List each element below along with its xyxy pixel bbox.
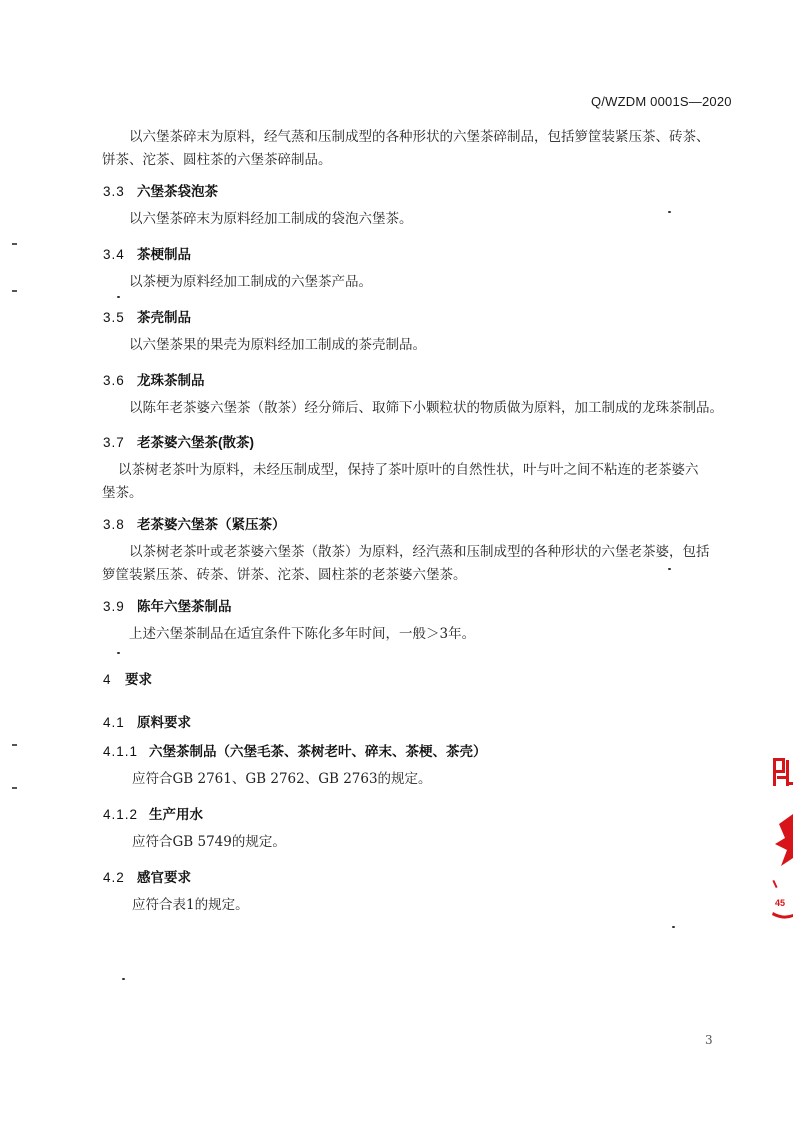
section-number: 4.2 — [103, 870, 125, 885]
section-number: 3.7 — [103, 435, 125, 450]
section-heading-3-6 — [103, 369, 730, 389]
section-heading-4-2 — [103, 866, 730, 886]
section-title: 六堡茶袋泡茶 — [137, 184, 218, 199]
section-heading-3-5 — [103, 306, 730, 326]
paragraph — [102, 126, 730, 172]
paragraph-line: 以茶树老茶叶为原料，未经压制成型，保持了茶叶原叶的自然性状，叶与叶之间不粘连的老茶婆六 — [118, 462, 699, 478]
section-heading-4-1-2 — [103, 803, 730, 823]
paragraph-line: 应符合表1的规定。 — [132, 897, 249, 913]
section-title: 感官要求 — [137, 870, 191, 885]
section-number: 4 — [103, 672, 112, 687]
section-title: 原料要求 — [137, 715, 191, 730]
official-seal-fragment — [771, 752, 793, 924]
section-title: 老茶婆六堡茶(散茶) — [137, 435, 254, 450]
paragraph — [102, 894, 730, 917]
scan-mark — [12, 243, 17, 245]
section-heading-3-3 — [103, 180, 730, 200]
paragraph-line: 以茶梗为原料经加工制成的六堡茶产品。 — [129, 274, 372, 290]
section-heading-4 — [103, 668, 730, 688]
paragraph-line: 以六堡茶碎末为原料，经气蒸和压制成型的各种形状的六堡茶碎制品，包括箩筐装紧压茶、砖茶、 — [129, 129, 710, 145]
svg-text:45: 45 — [775, 898, 786, 908]
section-heading-3-8 — [103, 513, 730, 533]
paragraph-line: 上述六堡茶制品在适宜条件下陈化多年时间，一般＞3年。 — [129, 626, 476, 642]
section-number: 3.8 — [103, 517, 125, 532]
section-number: 4.1.2 — [103, 807, 139, 822]
paragraph-line: 以茶树老茶叶或老茶婆六堡茶（散茶）为原料，经汽蒸和压制成型的各种形状的六堡老茶婆，包括 — [129, 544, 710, 560]
section-number: 4.1.1 — [103, 744, 139, 759]
section-number: 4.1 — [103, 715, 125, 730]
page-number: 3 — [705, 1033, 713, 1047]
paragraph — [102, 334, 730, 357]
section-title: 六堡茶制品（六堡毛茶、茶树老叶、碎末、茶梗、茶壳） — [149, 744, 487, 759]
paragraph-line: 应符合GB 5749的规定。 — [132, 834, 286, 850]
section-number: 3.9 — [103, 599, 125, 614]
paragraph — [102, 541, 730, 587]
section-number: 3.4 — [103, 247, 125, 262]
standard-code: Q/WZDM 0001S—2020 — [591, 94, 732, 109]
paragraph — [102, 831, 730, 854]
paragraph-line: 饼茶、沱茶、圆柱茶的六堡茶碎制品。 — [102, 152, 332, 168]
paragraph-line: 以陈年老茶婆六堡茶（散茶）经分筛后、取筛下小颗粒状的物质做为原料，加工制成的龙珠茶制品。 — [129, 400, 723, 416]
paragraph-line: 应符合GB 2761、GB 2762、GB 2763的规定。 — [132, 771, 432, 787]
section-title: 陈年六堡茶制品 — [137, 599, 232, 614]
paragraph — [102, 768, 730, 791]
section-heading-3-7 — [103, 431, 730, 451]
paragraph — [102, 271, 730, 294]
section-title: 茶壳制品 — [137, 310, 191, 325]
section-heading-3-4 — [103, 243, 730, 263]
scan-mark — [12, 787, 17, 789]
scan-speck — [117, 652, 120, 654]
scan-speck — [668, 211, 671, 213]
scan-speck — [672, 926, 675, 928]
scan-speck — [122, 978, 125, 980]
section-number: 3.3 — [103, 184, 125, 199]
section-title: 老茶婆六堡茶（紧压茶） — [137, 517, 286, 532]
section-heading-4-1-1 — [103, 740, 730, 760]
scan-mark — [12, 290, 17, 292]
section-number: 3.6 — [103, 373, 125, 388]
paragraph — [102, 397, 730, 420]
section-heading-3-9 — [103, 595, 730, 615]
section-title: 生产用水 — [149, 807, 203, 822]
section-title: 龙珠茶制品 — [137, 373, 205, 388]
section-title: 要求 — [125, 672, 152, 687]
scan-mark — [12, 744, 17, 746]
section-number: 3.5 — [103, 310, 125, 325]
scan-speck — [668, 568, 671, 570]
paragraph — [102, 623, 730, 646]
paragraph — [102, 459, 730, 505]
paragraph-line: 以六堡茶碎末为原料经加工制成的袋泡六堡茶。 — [129, 211, 413, 227]
paragraph-line: 箩筐装紧压茶、砖茶、饼茶、沱茶、圆柱茶的老茶婆六堡茶。 — [102, 567, 467, 583]
section-title: 茶梗制品 — [137, 247, 191, 262]
paragraph-line: 堡茶。 — [102, 485, 143, 501]
paragraph-line: 以六堡茶果的果壳为原料经加工制成的茶壳制品。 — [129, 337, 426, 353]
scan-speck — [117, 296, 120, 298]
section-heading-4-1 — [103, 711, 730, 731]
paragraph — [102, 208, 730, 231]
